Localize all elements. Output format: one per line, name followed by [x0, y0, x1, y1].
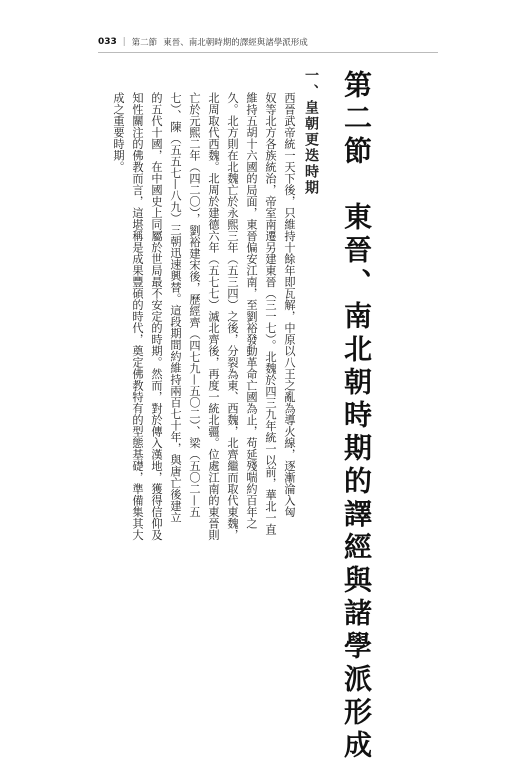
body-column: 的五代十國，在中國史上同屬於世局最不安定的時期。然而，對於傳入漢地，獲得信仰及 [150, 92, 163, 541]
body-column: 久。北方則在北魏亡於永熙三年（五三四）之後，分裂為東、西魏，北齊繼而取代東魏， [226, 92, 239, 541]
body-column: 成之重要時期。 [112, 92, 125, 173]
body-column: 維持五胡十六國的局面，東晉偏安江南，至劉裕發動革命亡國為止，苟延殘喘約百年之 [245, 92, 258, 529]
header-section: 第二節 [131, 38, 158, 48]
header-rule [98, 52, 438, 53]
header-separator: | [122, 37, 126, 47]
body-column: 西晉武帝統一天下後，只維持十餘年即瓦解，中原以八王之亂為導火線，逐漸淪入匈 [283, 92, 296, 518]
body-column: 知性關注的佛教而言，這堪稱是成果豐碩的時代，奠定佛教特有的型態基礎，準備集其大 [131, 92, 144, 541]
body-column: 亡於元熙二年（四二〇），劉裕建宋後，歷經齊（四七九—五〇二）、梁（五〇二—五 [188, 92, 201, 518]
section-heading: 一、皇朝更迭時期 [303, 68, 319, 196]
body-column: 北周取代西魏。北周於建德六年（五七七）滅北齊後，再度一統北疆。位處江南的東晉則 [207, 92, 220, 541]
body-column: 七）、陳（五五七—八九）三朝迅速興替。這段期間約維持兩百七十年，與唐亡後建立 [169, 92, 182, 524]
page-number: 033 [98, 37, 117, 47]
header-title: 東晉、南北朝時期的譯經與諸學派形成 [163, 38, 308, 48]
chapter-title: 第二節 東晉、南北朝時期的譯經與諸學派形成 [340, 70, 373, 763]
body-column: 奴等北方各族統治，帝室南遷另建東晉（三一七）。北魏於四三九年統一以前，華北一直 [264, 92, 277, 535]
running-header [98, 34, 428, 50]
